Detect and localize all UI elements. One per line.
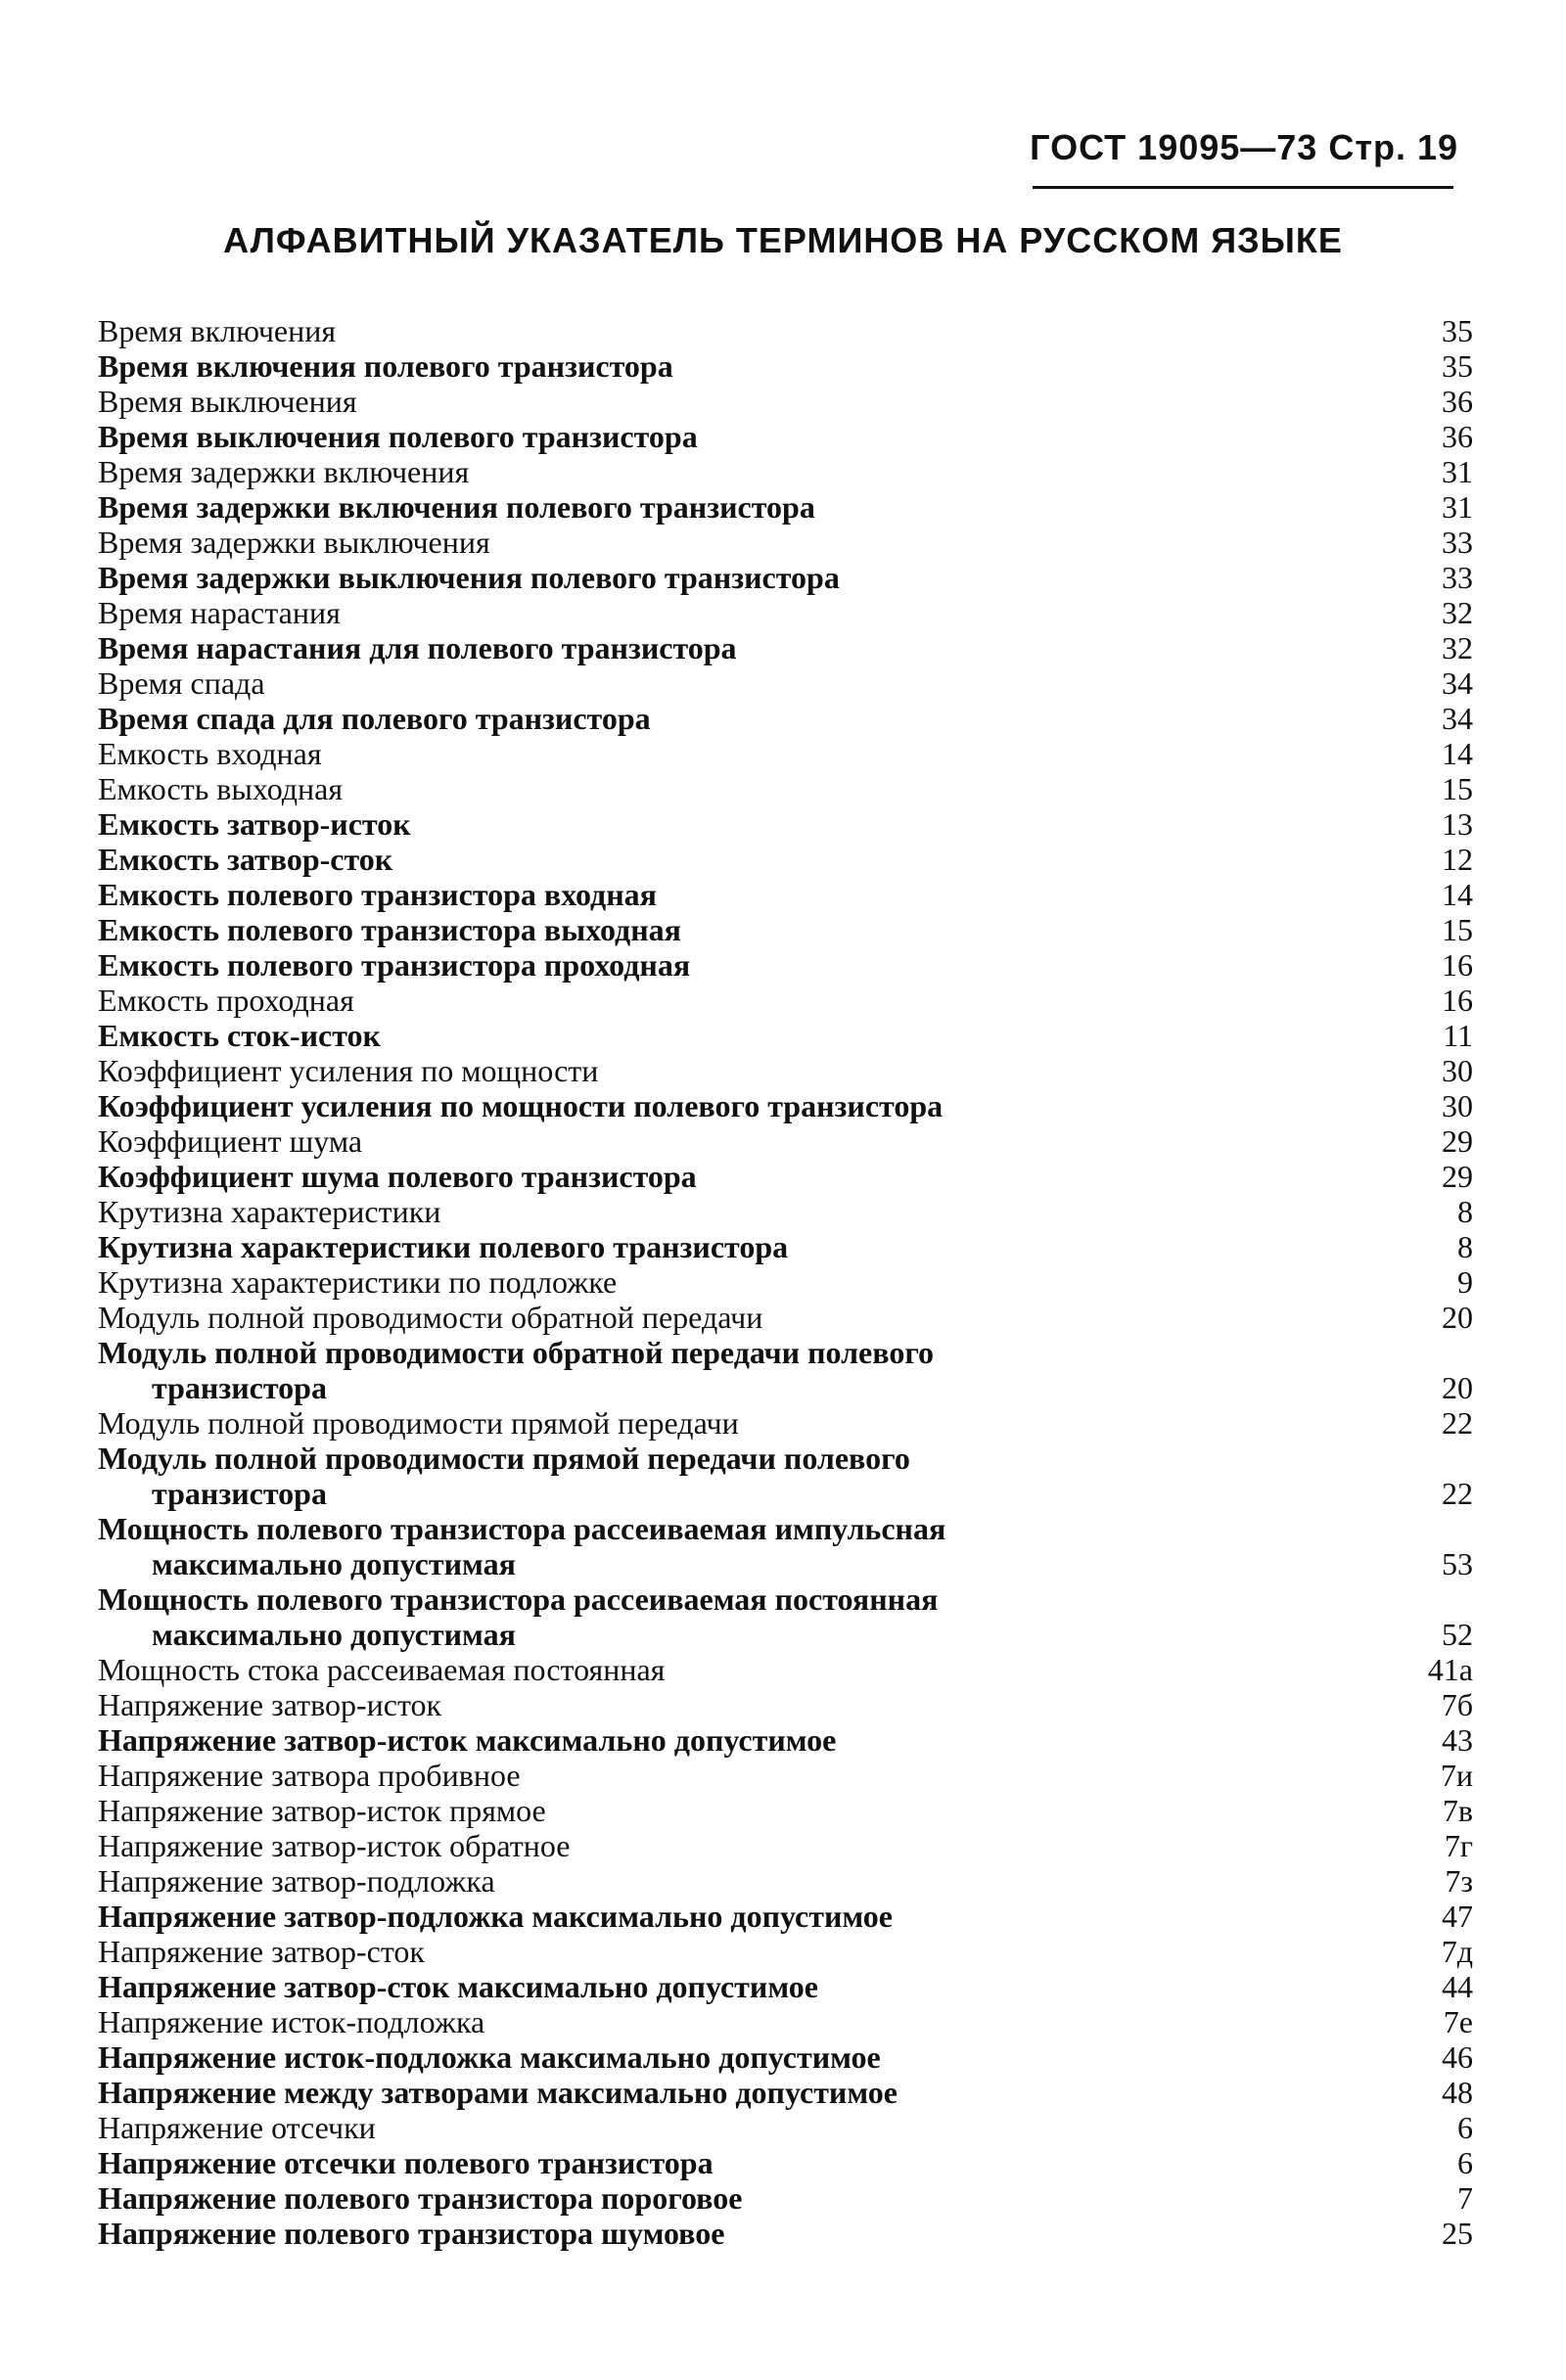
entry-page-number: 14 <box>1442 736 1473 771</box>
entry-term-text: Время нарастания <box>98 595 341 630</box>
index-entry <box>98 630 1473 665</box>
entry-term-text: Напряжение затвор-исток <box>98 1687 442 1722</box>
entry-term-text: Модуль полной проводимости прямой передачи <box>98 1405 739 1441</box>
entry-term <box>98 2145 1155 2180</box>
index-entry <box>98 454 1473 489</box>
index-entry <box>98 1828 1473 1863</box>
entry-term <box>98 2216 1155 2251</box>
entry-term-text: Коэффициент шума <box>98 1123 363 1159</box>
entry-term <box>98 1969 1155 2004</box>
entry-page-number: 14 <box>1442 877 1473 912</box>
index-entry <box>98 1264 1473 1300</box>
entry-term-text: Напряжение исток-подложка максимально допустимое <box>98 2039 881 2075</box>
entry-term <box>98 1758 1155 1793</box>
index-entry <box>98 1687 1473 1722</box>
entry-term-text: Время задержки включения полевого транзистора <box>98 489 815 525</box>
entry-term <box>98 1441 1155 1511</box>
entry-term-text: Напряжение затвор-исток максимально допустимое <box>98 1722 837 1758</box>
index-entry <box>98 419 1473 454</box>
entry-term-text: Емкость выходная <box>98 771 344 806</box>
entry-term <box>98 525 1155 560</box>
index-entry <box>98 665 1473 701</box>
index-entry <box>98 595 1473 630</box>
entry-page-number: 15 <box>1442 912 1473 947</box>
entry-term <box>98 1863 1155 1899</box>
entry-page-number: 35 <box>1442 313 1473 348</box>
header-rule <box>1033 186 1453 189</box>
entry-term <box>98 1899 1155 1934</box>
entry-term-text: Напряжение отсечки <box>98 2110 376 2145</box>
entry-term-continuation: транзистора <box>152 1370 327 1405</box>
entry-page-number: 44 <box>1442 1969 1473 2004</box>
entry-page-number: 16 <box>1442 983 1473 1018</box>
index-entry <box>98 1934 1473 1969</box>
entry-page-number: 20 <box>1442 1300 1473 1335</box>
entry-term-text: Время задержки выключения <box>98 525 490 560</box>
entry-term <box>98 1053 1155 1088</box>
entry-term <box>98 665 1155 701</box>
entry-term <box>98 1018 1155 1053</box>
entry-page-number: 6 <box>1457 2110 1473 2145</box>
entry-term-text: Коэффициент усиления по мощности полевого транзистора <box>98 1088 944 1123</box>
entry-term-text: Емкость полевого транзистора проходная <box>98 947 691 983</box>
index-entry <box>98 313 1473 348</box>
entry-page-number: 30 <box>1442 1053 1473 1088</box>
entry-term-continuation: транзистора <box>152 1476 327 1511</box>
index-entry <box>98 348 1473 384</box>
entry-page-number: 53 <box>1442 1546 1473 1581</box>
entry-page-number: 7б <box>1441 1687 1473 1722</box>
entry-term <box>98 560 1155 595</box>
entry-term <box>98 771 1155 806</box>
entry-term-text: Модуль полной проводимости обратной передачи полевого <box>98 1335 935 1370</box>
entry-term-text: Емкость сток-исток <box>98 1018 381 1053</box>
entry-term-text: Напряжение затвор-исток обратное <box>98 1828 571 1863</box>
entry-term <box>98 2039 1155 2075</box>
entry-page-number: 7е <box>1443 2004 1473 2039</box>
entry-term <box>98 384 1155 419</box>
entry-page-number: 34 <box>1442 701 1473 736</box>
entry-term <box>98 1581 1155 1652</box>
entry-page-number: 33 <box>1442 525 1473 560</box>
entry-term-text: Емкость входная <box>98 736 322 771</box>
entry-term-text: Время спада <box>98 665 265 701</box>
entry-page-number: 36 <box>1442 384 1473 419</box>
entry-term <box>98 313 1155 348</box>
entry-page-number: 48 <box>1442 2075 1473 2110</box>
page-title: АЛФАВИТНЫЙ УКАЗАТЕЛЬ ТЕРМИНОВ НА РУССКОМ ЯЗЫКЕ <box>223 220 1343 260</box>
entry-page-number: 41а <box>1427 1652 1473 1687</box>
entry-page-number: 31 <box>1442 489 1473 525</box>
index-entry <box>98 2180 1473 2216</box>
entry-term <box>98 1934 1155 1969</box>
entry-page-number: 7г <box>1444 1828 1473 1863</box>
entry-term <box>98 1793 1155 1828</box>
index-entry <box>98 1300 1473 1335</box>
entry-page-number: 7и <box>1440 1758 1473 1793</box>
entry-term-text: Крутизна характеристики полевого транзистора <box>98 1229 789 1264</box>
index-entry <box>98 1053 1473 1088</box>
entry-term-text: Напряжение затвор-исток прямое <box>98 1793 546 1828</box>
entry-term-text: Мощность стока рассеиваемая постоянная <box>98 1652 666 1687</box>
entry-page-number: 8 <box>1457 1194 1473 1229</box>
index-entry <box>98 2110 1473 2145</box>
entry-term-text: Напряжение исток-подложка <box>98 2004 485 2039</box>
entry-term-text: Время спада для полевого транзистора <box>98 701 651 736</box>
entry-page-number: 15 <box>1442 771 1473 806</box>
entry-term <box>98 912 1155 947</box>
entry-term <box>98 1511 1155 1581</box>
index-entry <box>98 1899 1473 1934</box>
entry-page-number: 29 <box>1442 1123 1473 1159</box>
entry-term-text: Емкость затвор-сток <box>98 842 393 877</box>
entry-term-text: Напряжение затвор-сток максимально допустимое <box>98 1969 818 2004</box>
entry-term-text: Время задержки включения <box>98 454 470 489</box>
entry-term-text: Время включения <box>98 313 337 348</box>
entry-term <box>98 1687 1155 1722</box>
entry-page-number: 16 <box>1442 947 1473 983</box>
entry-page-number: 13 <box>1442 806 1473 842</box>
entry-page-number: 36 <box>1442 419 1473 454</box>
index-entry <box>98 1722 1473 1758</box>
term-index-list <box>98 313 1473 2251</box>
entry-term <box>98 736 1155 771</box>
entry-term <box>98 489 1155 525</box>
entry-term-text: Время выключения полевого транзистора <box>98 419 698 454</box>
index-entry <box>98 1581 1473 1652</box>
index-entry <box>98 1969 1473 2004</box>
entry-page-number: 7в <box>1442 1793 1473 1828</box>
entry-page-number: 31 <box>1442 454 1473 489</box>
entry-term <box>98 877 1155 912</box>
entry-term-text: Крутизна характеристики <box>98 1194 441 1229</box>
entry-page-number: 7 <box>1457 2180 1473 2216</box>
entry-page-number: 7д <box>1441 1934 1473 1969</box>
index-entry <box>98 947 1473 983</box>
index-entry <box>98 2004 1473 2039</box>
index-entry <box>98 736 1473 771</box>
entry-term-text: Напряжение затвор-сток <box>98 1934 425 1969</box>
index-entry <box>98 1863 1473 1899</box>
entry-term-text: Напряжение отсечки полевого транзистора <box>98 2145 714 2180</box>
entry-term <box>98 1194 1155 1229</box>
entry-term <box>98 1300 1155 1335</box>
entry-page-number: 47 <box>1442 1899 1473 1934</box>
entry-term-text: Напряжение между затворами максимально допустимое <box>98 2075 898 2110</box>
index-entry <box>98 1229 1473 1264</box>
entry-page-number: 22 <box>1442 1476 1473 1511</box>
entry-term-continuation: максимально допустимая <box>152 1617 516 1652</box>
index-entry <box>98 1159 1473 1194</box>
entry-term-text: Мощность полевого транзистора рассеиваемая постоянная <box>98 1581 939 1617</box>
entry-page-number: 32 <box>1442 595 1473 630</box>
entry-term-text: Напряжение полевого транзистора шумовое <box>98 2216 725 2251</box>
entry-term <box>98 1123 1155 1159</box>
entry-page-number: 22 <box>1442 1405 1473 1441</box>
entry-page-number: 8 <box>1457 1229 1473 1264</box>
index-entry <box>98 1335 1473 1405</box>
entry-term <box>98 1405 1155 1441</box>
entry-term <box>98 1264 1155 1300</box>
entry-term-text: Модуль полной проводимости обратной передачи <box>98 1300 763 1335</box>
index-entry <box>98 1758 1473 1793</box>
entry-page-number: 32 <box>1442 630 1473 665</box>
entry-term-text: Емкость затвор-исток <box>98 806 411 842</box>
entry-term <box>98 1159 1155 1194</box>
entry-term <box>98 1229 1155 1264</box>
entry-page-number: 25 <box>1442 2216 1473 2251</box>
entry-page-number: 20 <box>1442 1370 1473 1405</box>
index-entry <box>98 384 1473 419</box>
entry-page-number: 29 <box>1442 1159 1473 1194</box>
index-entry <box>98 771 1473 806</box>
entry-page-number: 34 <box>1442 665 1473 701</box>
entry-page-number: 52 <box>1442 1617 1473 1652</box>
entry-term <box>98 1088 1155 1123</box>
index-entry <box>98 842 1473 877</box>
index-entry <box>98 2039 1473 2075</box>
entry-term-text: Емкость полевого транзистора входная <box>98 877 657 912</box>
entry-term <box>98 2004 1155 2039</box>
entry-term-text: Время задержки выключения полевого транзистора <box>98 560 840 595</box>
entry-term <box>98 595 1155 630</box>
entry-page-number: 35 <box>1442 348 1473 384</box>
index-entry <box>98 525 1473 560</box>
entry-term-text: Коэффициент шума полевого транзистора <box>98 1159 697 1194</box>
index-entry <box>98 806 1473 842</box>
entry-term-text: Время выключения <box>98 384 357 419</box>
index-entry <box>98 560 1473 595</box>
entry-term <box>98 701 1155 736</box>
index-entry <box>98 1441 1473 1511</box>
index-entry <box>98 2145 1473 2180</box>
index-entry <box>98 1088 1473 1123</box>
entry-term-text: Напряжение затвор-подложка максимально допустимое <box>98 1899 893 1934</box>
entry-term <box>98 348 1155 384</box>
entry-page-number: 43 <box>1442 1722 1473 1758</box>
index-entry <box>98 1018 1473 1053</box>
entry-term <box>98 806 1155 842</box>
index-entry <box>98 489 1473 525</box>
entry-page-number: 7з <box>1445 1863 1473 1899</box>
index-entry <box>98 1511 1473 1581</box>
entry-term-text: Мощность полевого транзистора рассеиваемая импульсная <box>98 1511 946 1546</box>
entry-term <box>98 947 1155 983</box>
index-entry <box>98 2075 1473 2110</box>
entry-term <box>98 419 1155 454</box>
index-entry <box>98 983 1473 1018</box>
entry-term-continuation: максимально допустимая <box>152 1546 516 1581</box>
page-header: ГОСТ 19095—73 Стр. 19 <box>1030 127 1458 167</box>
entry-term <box>98 1722 1155 1758</box>
index-entry <box>98 877 1473 912</box>
entry-page-number: 33 <box>1442 560 1473 595</box>
entry-term <box>98 454 1155 489</box>
entry-page-number: 11 <box>1443 1018 1473 1053</box>
entry-term <box>98 983 1155 1018</box>
entry-term-text: Напряжение затвора пробивное <box>98 1758 521 1793</box>
entry-term <box>98 2110 1155 2145</box>
entry-page-number: 9 <box>1457 1264 1473 1300</box>
entry-term-text: Напряжение полевого транзистора пороговое <box>98 2180 743 2216</box>
entry-page-number: 12 <box>1442 842 1473 877</box>
index-entry <box>98 1652 1473 1687</box>
entry-term <box>98 630 1155 665</box>
index-entry <box>98 1793 1473 1828</box>
entry-term <box>98 1335 1155 1405</box>
entry-term <box>98 842 1155 877</box>
entry-term <box>98 1828 1155 1863</box>
entry-page-number: 30 <box>1442 1088 1473 1123</box>
entry-term <box>98 2180 1155 2216</box>
index-entry <box>98 2216 1473 2251</box>
entry-page-number: 6 <box>1457 2145 1473 2180</box>
entry-term-text: Коэффициент усиления по мощности <box>98 1053 599 1088</box>
entry-term-text: Время включения полевого транзистора <box>98 348 673 384</box>
entry-term <box>98 2075 1155 2110</box>
entry-term-text: Емкость полевого транзистора выходная <box>98 912 681 947</box>
index-entry <box>98 1123 1473 1159</box>
entry-term <box>98 1652 1155 1687</box>
entry-term-text: Крутизна характеристики по подложке <box>98 1264 618 1300</box>
index-entry <box>98 1405 1473 1441</box>
index-entry <box>98 701 1473 736</box>
index-entry <box>98 1194 1473 1229</box>
entry-term-text: Напряжение затвор-подложка <box>98 1863 495 1899</box>
index-entry <box>98 912 1473 947</box>
entry-term-text: Модуль полной проводимости прямой передачи полевого <box>98 1441 910 1476</box>
entry-term-text: Время нарастания для полевого транзистора <box>98 630 737 665</box>
entry-term-text: Емкость проходная <box>98 983 354 1018</box>
entry-page-number: 46 <box>1442 2039 1473 2075</box>
